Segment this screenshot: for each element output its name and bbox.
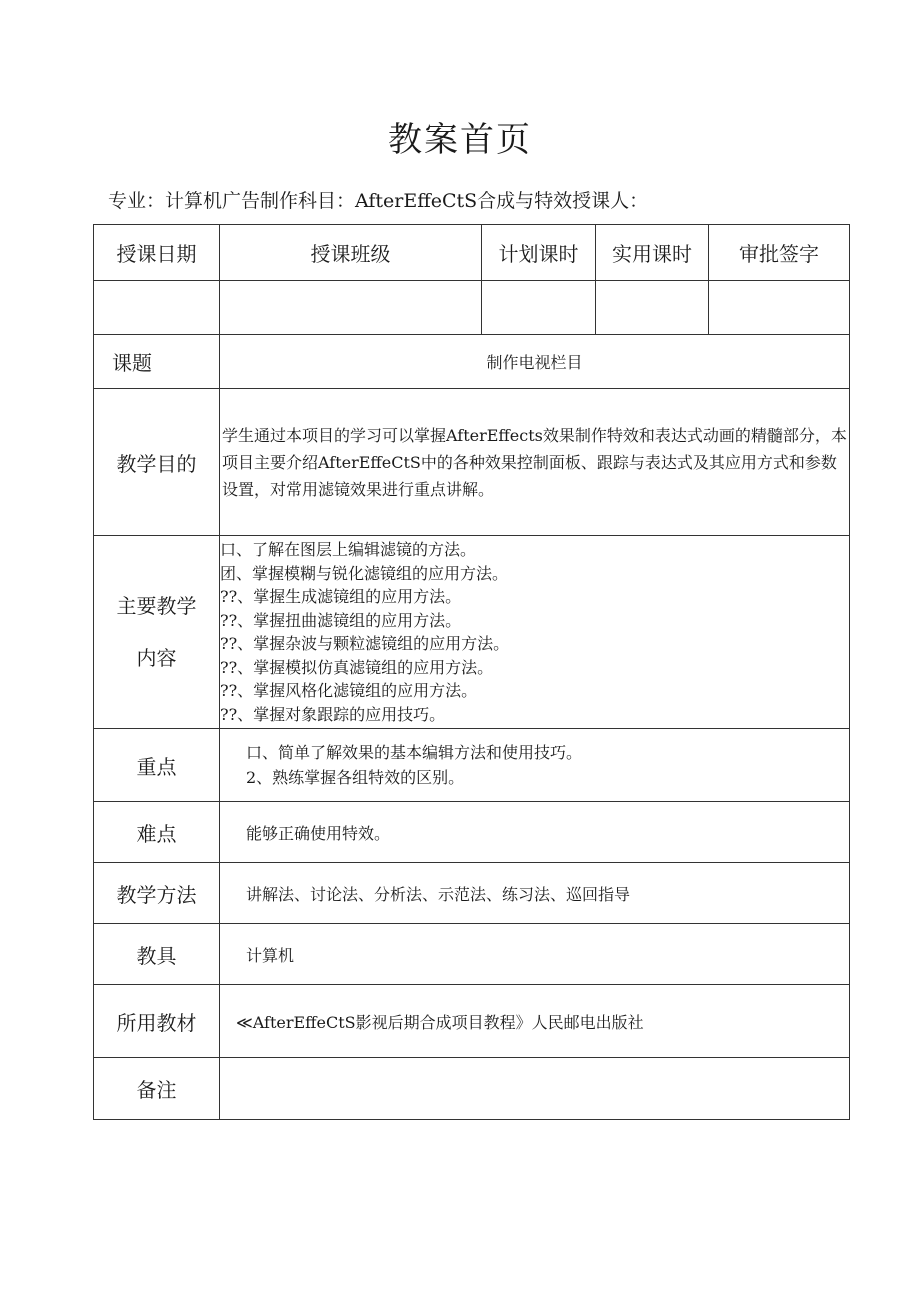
- list-item: ??、掌握风格化滤镜组的应用方法。: [220, 681, 478, 700]
- list-item: 口、了解在图层上编辑滤镜的方法。: [220, 540, 477, 559]
- list-item: ??、掌握杂波与颗粒滤镜组的应用方法。: [220, 634, 510, 653]
- notes-value[interactable]: [220, 1058, 850, 1120]
- header-planned-hours: 计划课时: [482, 225, 596, 281]
- course-info-line: 专业：计算机广告制作科目：AfterEffeCtS合成与特效授课人：: [108, 190, 649, 212]
- content-label-line1: 主要教学: [116, 594, 197, 618]
- approval-cell[interactable]: [709, 281, 850, 335]
- header-date: 授课日期: [94, 225, 220, 281]
- key-points-label: 重点: [94, 729, 220, 802]
- difficulty-label: 难点: [94, 802, 220, 863]
- textbook-row: [94, 985, 850, 1058]
- notes-label: 备注: [94, 1058, 220, 1120]
- tools-value: 计算机: [220, 924, 850, 985]
- key-points-list: [220, 729, 850, 802]
- methods-label: 教学方法: [94, 863, 220, 924]
- header-approval: 审批签字: [709, 225, 850, 281]
- header-actual-hours: 实用课时: [596, 225, 709, 281]
- header-class: 授课班级: [220, 225, 482, 281]
- objective-label: 教学目的: [94, 389, 220, 536]
- content-list: [220, 536, 850, 729]
- topic-value: 制作电视栏目: [220, 335, 850, 389]
- tools-label: 教具: [94, 924, 220, 985]
- difficulty-row: [94, 802, 850, 863]
- list-item: 口、简单了解效果的基本编辑方法和使用技巧。: [246, 743, 583, 762]
- topic-label: 课题: [94, 335, 220, 389]
- key-points-row: [94, 729, 850, 802]
- date-cell[interactable]: [94, 281, 220, 335]
- difficulty-value: 能够正确使用特效。: [220, 802, 850, 863]
- planned-hours-cell[interactable]: [482, 281, 596, 335]
- content-label-line2: 内容: [136, 646, 177, 670]
- tools-row: [94, 924, 850, 985]
- list-item: ??、掌握生成滤镜组的应用方法。: [220, 587, 462, 606]
- list-item: ??、掌握扭曲滤镜组的应用方法。: [220, 610, 462, 630]
- textbook-value: ≪AfterEffeCtS影视后期合成项目教程》人民邮电出版社: [220, 985, 850, 1058]
- list-item: ??、掌握模拟仿真滤镜组的应用方法。: [220, 657, 494, 677]
- textbook-label: 所用教材: [94, 985, 220, 1058]
- content-row: [94, 536, 850, 729]
- list-item: 2、熟练掌握各组特效的区别。: [246, 768, 465, 787]
- topic-row: [94, 335, 850, 389]
- content-label: [94, 536, 220, 729]
- methods-value: 讲解法、讨论法、分析法、示范法、练习法、巡回指导: [220, 863, 850, 924]
- header-row: [94, 225, 850, 281]
- lesson-plan-table: [93, 224, 850, 1120]
- actual-hours-cell[interactable]: [596, 281, 709, 335]
- methods-row: [94, 863, 850, 924]
- objective-text: 学生通过本项目的学习可以掌握AfterEffects效果制作特效和表达式动画的精髓部分，本项目主要介绍AfterEffeCtS中的各种效果控制面板、跟踪与表达式及其应用方式和参数设置，对常用滤镜效果进行重点讲解。: [220, 389, 850, 536]
- list-item: 团、掌握模糊与锐化滤镜组的应用方法。: [220, 563, 509, 583]
- list-item: ??、掌握对象跟踪的应用技巧。: [220, 704, 446, 724]
- page-title: 教案首页: [388, 120, 532, 160]
- class-cell[interactable]: [220, 281, 482, 335]
- objective-row: [94, 389, 850, 536]
- empty-entry-row: [94, 281, 850, 335]
- notes-row: [94, 1058, 850, 1120]
